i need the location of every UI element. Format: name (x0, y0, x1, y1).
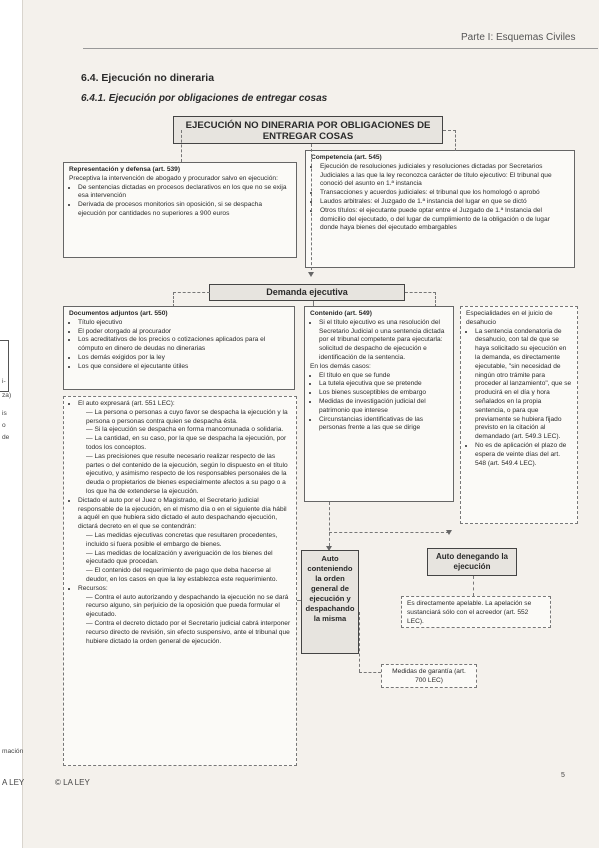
sub-item-text: Las medidas ejecutivas concretas que resultaren procedentes, incluido si fuera posible el embargo de bienes. (86, 531, 278, 548)
list-item: • Si el título ejecutivo es una resolución del Secretario Judicial o una sentencia dictada por el tribunal competente para ejecutarla: solicitud de despacho de ejecución e identificación de la sentencia. (319, 319, 448, 363)
subsection-heading: 6.4.1. Ejecución por obligaciones de entregar cosas (81, 93, 328, 104)
list-item: • Otros títulos: el ejecutante puede optar entre el Juzgado de 1.ª Instancia del domicilio del ejecutado, o del lugar de cumplimiento de la obligación o de lugar donde haya bienes del ejecutado embargables (320, 207, 569, 233)
list-item: • De sentencias dictadas en procesos declarativos en los que no se exija esa intervención (78, 184, 291, 202)
connector (329, 502, 330, 546)
auto-denegando-box (427, 548, 517, 576)
apelable-text: Es directamente apelable. La apelación se sustanciará sólo con el acreedor (art. 552 LEC). (407, 600, 532, 625)
edge-text: mación (2, 748, 24, 755)
footer-left-cut: A LEY (2, 778, 25, 787)
header-rule (83, 48, 598, 49)
auto-decreto: Dictado el auto por el Juez o Magistrado, el Secretario judicial responsable de la ejecución, en el mismo día o en el siguiente día hábil a aquél en que hubiera sido dictado el auto despachando ejecución, dictará decreto en el que se contendrán: (78, 496, 287, 531)
page-number: 5 (561, 772, 565, 779)
sub-item-text: La cantidad, en su caso, por la que se despacha la ejecución, por todos los conceptos. (86, 435, 287, 451)
auto-label: El auto expresará (art. 551 LEC): (78, 400, 175, 407)
apelable-box (401, 596, 551, 628)
sub-item-text: Contra el decreto dictado por el Secretario judicial cabrá interponer recurso directo de revisión, sin efecto suspensivo, ante el tribunal que hubiere dictado la orden general de ejecución. (86, 619, 291, 645)
connector (329, 532, 449, 533)
edge-text: o (2, 422, 6, 429)
arrow-icon (308, 272, 314, 277)
auto-denegando-text: Auto denegando la ejecución (436, 552, 508, 571)
connector (473, 576, 474, 596)
list-item: • Los bienes susceptibles de embargo (319, 389, 448, 398)
auto-conteniendo-text: Auto conteniendo la orden general de ejecución y despachando la misma (305, 554, 355, 623)
arrow-icon (446, 530, 452, 535)
main-title-box (173, 116, 443, 144)
sub-item-text: Las precisiones que resulte necesario realizar respecto de las partes o del contenido de la ejecución, según lo dispuesto en el título ejecutivo, y asimismo respecto de los responsables personales de la deuda o propietarios de bienes especialmente afectos a su pago o a los que ha de extenderse la ejecución. (86, 452, 288, 495)
sub-item: — Si la ejecución se despacha en forma mancomunada o solidaria. (86, 426, 284, 434)
sub-item: — La cantidad, en su caso, por la que se despacha la ejecución, por todos los conceptos. (86, 435, 287, 451)
contenido-box (304, 306, 454, 502)
demanda-title: Demanda ejecutiva (266, 287, 348, 297)
sub-item: — Contra el auto autorizando y despachando la ejecución no se dará recurso alguno, sin perjuicio de la oposición que pueda formular el ejecutado. (86, 593, 289, 619)
competencia-title: Competencia (art. 545) (311, 154, 382, 161)
representacion-title: Representación y defensa (art. 539) (69, 166, 181, 173)
footer-brand: © LA LEY (55, 778, 90, 787)
list-item: • Los acreditativos de los precios o cotizaciones aplicados para el cómputo en dinero de deudas no dinerarias (78, 336, 289, 354)
medidas-garantia-text: Medidas de garantía (art. 700 LEC) (392, 668, 466, 684)
sub-item-text: Si la ejecución se despacha en forma mancomunada o solidaria. (94, 426, 284, 434)
especialidades-box (460, 306, 578, 524)
list-item: • El poder otorgado al procurador (78, 328, 289, 337)
sub-item-text: El contenido del requerimiento de pago que deba hacerse al deudor, en los casos en que la ley establezca este requerimiento. (86, 567, 278, 583)
sub-item-text: Contra el auto autorizando y despachando la ejecución no se dará recurso alguno, sin perjuicio de la oposición que pueda formular el ejecutado. (86, 593, 289, 619)
section-heading: 6.4. Ejecución no dineraria (81, 72, 215, 84)
connector (297, 600, 301, 601)
list-item: • Circunstancias identificativas de las personas frente a las que se dirige (319, 416, 448, 434)
book-page (22, 0, 599, 848)
auto-conteniendo-box (301, 550, 359, 654)
auto-box (63, 396, 297, 766)
sub-item-text: La persona o personas a cuyo favor se despacha la ejecución y la persona o personas contra quien se despacha ésta. (86, 408, 288, 425)
edge-text: za) (2, 392, 12, 399)
representacion-box (63, 162, 297, 258)
representacion-text: Preceptiva la intervención de abogado y procurador salvo en ejecución: (69, 174, 278, 182)
contenido-others-label: En los demás casos: (310, 362, 371, 370)
running-header: Parte I: Esquemas Civiles (461, 32, 576, 43)
recursos-label: Recursos: (78, 584, 108, 592)
list-item: • Laudos arbitrales: el Juzgado de 1.ª instancia del lugar en que se dictó (320, 198, 569, 207)
main-title: EJECUCIÓN NO DINERARIA POR OBLIGACIONES DE ENTREGAR COSAS (185, 120, 431, 142)
sub-item: — Las medidas ejecutivas concretas que resultaren procedentes, incluido si fuera posible el embargo de bienes. (86, 531, 278, 548)
especialidades-title: Especialidades en el juicio de desahucio (466, 310, 553, 326)
contenido-title: Contenido (art. 549) (310, 310, 372, 317)
edge-box (0, 340, 9, 392)
sub-item-text: Las medidas de localización y averiguación de los bienes del ejecutado que procedan. (86, 549, 273, 566)
list-item: • Los que considere el ejecutante útiles (78, 363, 289, 372)
connector (443, 130, 456, 151)
list-item: • La tutela ejecutiva que se pretende (319, 380, 448, 389)
sub-item: — Las precisiones que resulte necesario realizar respecto de las partes o del contenido de la ejecución, según lo dispuesto en el título ejecutivo, y asimismo respecto de los responsables personales de la deuda o propietarios de bienes especialmente afectos a su pago o a los que ha de extenderse la ejecución. (86, 452, 288, 495)
sub-item: — El contenido del requerimiento de pago que deba hacerse al deudor, en los casos en que la ley establezca este requerimiento. (86, 567, 278, 583)
demanda-box (209, 284, 405, 301)
documentos-box (63, 306, 295, 390)
edge-text: is (2, 410, 7, 417)
competencia-box (305, 150, 575, 268)
connector (173, 292, 210, 307)
list-item: • Derivada de procesos monitorios sin oposición, si se despacha ejecución por cantidades no superiores a 900 euros (78, 201, 291, 219)
connector (359, 612, 360, 672)
connector (359, 672, 381, 673)
edge-text: i- (2, 378, 6, 385)
medidas-garantia-box (381, 664, 477, 688)
connector (405, 292, 436, 307)
documentos-title: Documentos adjuntos (art. 550) (69, 310, 168, 317)
list-item: • Transacciones y acuerdos judiciales: el tribunal que los homologó o aprobó (320, 189, 569, 198)
list-item: • No es de aplicación el plazo de espera de veinte días del art. 548 (art. 549.4 LEC). (475, 442, 572, 468)
list-item: • Título ejecutivo (78, 319, 289, 328)
sub-item: — Contra el decreto dictado por el Secretario judicial cabrá interponer recurso directo de revisión, sin efecto suspensivo, ante el tribunal que hubiere dictado la orden general de ejecución. (86, 619, 291, 645)
list-item: • Los demás exigidos por la ley (78, 354, 289, 363)
sub-item: — Las medidas de localización y averiguación de los bienes del ejecutado que procedan. (86, 549, 273, 566)
connector (311, 144, 312, 270)
edge-text: de (2, 434, 10, 441)
list-item: • Ejecución de resoluciones judiciales y resoluciones dictadas por Secretarios Judiciales a las que la ley reconozca carácter de título ejecutivo: El tribunal que conoció del asunto en 1.ª instancia (320, 163, 569, 189)
connector (181, 130, 182, 162)
list-item: • Medidas de investigación judicial del patrimonio que interese (319, 398, 448, 416)
list-item: • La sentencia condenatoria de desahucio, con tal de que se haya solicitado su ejecución en la demanda, es directamente ejecutable, "sin necesidad de ningún otro trámite para proceder al lanzamiento", que se producirá en el día y hora señalados en la propia sentencia, o para que previamente se hubiera fijado previsto en la citación al demandado (art. 549.3 LEC). (475, 328, 572, 442)
sub-item: — La persona o personas a cuyo favor se despacha la ejecución y la persona o personas contra quien se despacha ésta. (86, 408, 288, 425)
list-item: • El título en que se funde (319, 372, 448, 381)
